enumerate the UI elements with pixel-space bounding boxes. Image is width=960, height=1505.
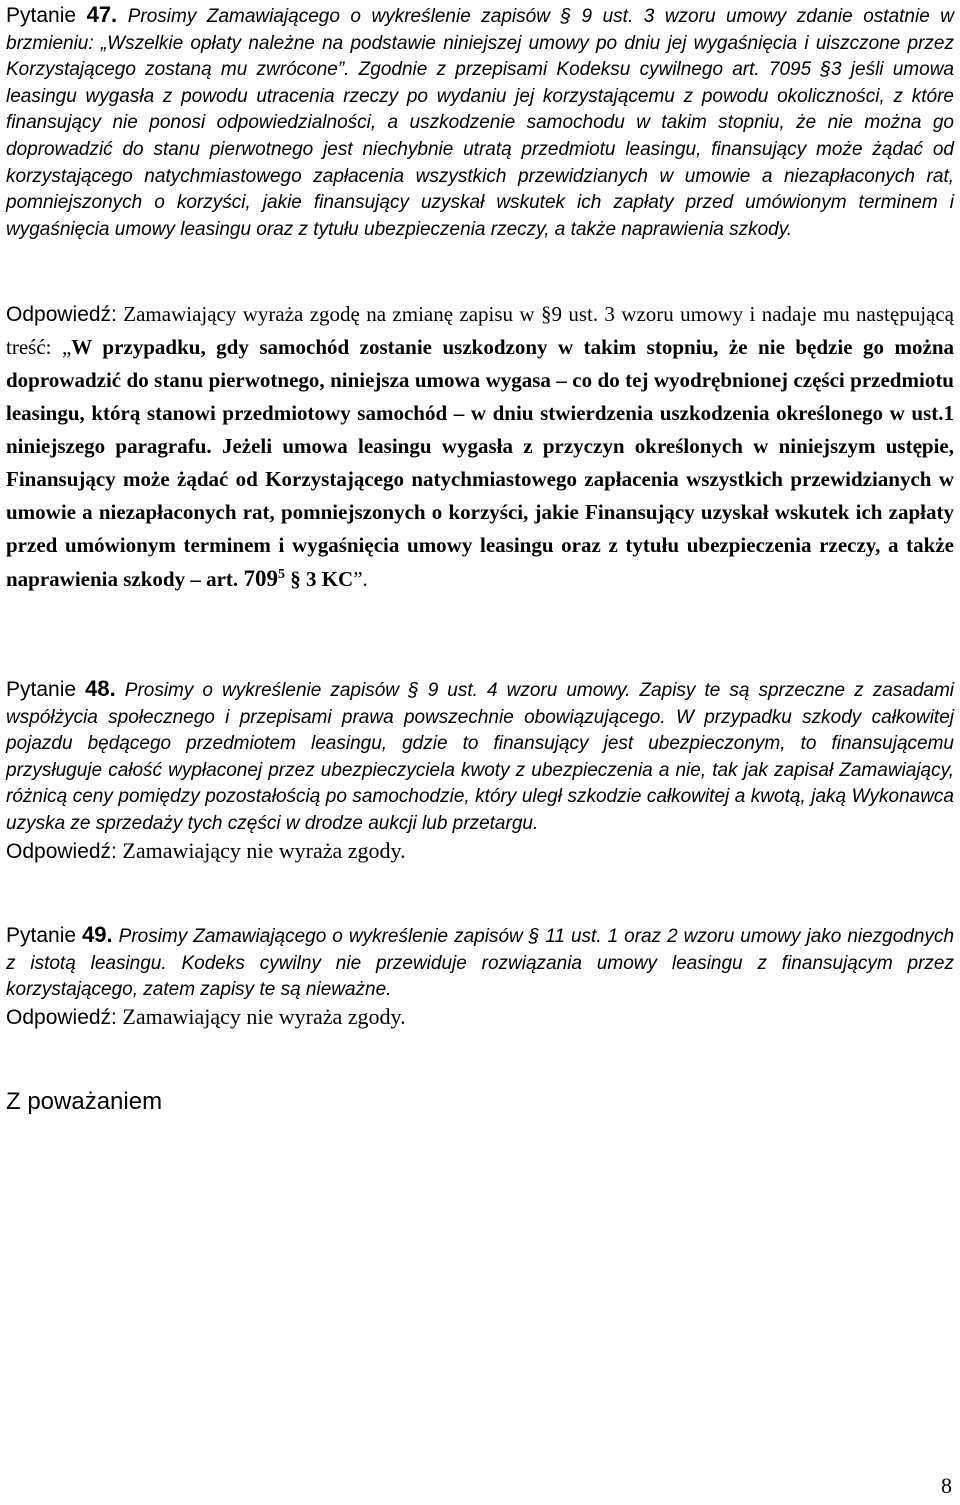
answer-text: Zamawiający nie wyraża zgody.	[122, 837, 406, 863]
answer-intro: Zamawiający wyraża zgodę na zmianę zapisu w §9 ust. 3 wzoru umowy i nadaje mu następującą treść: „	[6, 302, 955, 359]
answer-49	[6, 1004, 954, 1030]
question-number: 49.	[82, 922, 113, 947]
article-number: 709	[243, 566, 278, 591]
answer-label: Odpowiedź:	[6, 303, 117, 326]
question-text: Prosimy o wykreślenie zapisów § 9 ust. 4 wzoru umowy. Zapisy te są sprzeczne z zasadami współżycia społecznego i przepisami prawa powszechnie obowiązującego. W przypadku szkody całkowitej pojazdu będącego przedmiotem leasingu, gdzie to finansujący jest ubezpieczonym, to finansującemu przysługuje całość wypłaconej przez ubezpieczyciela kwoty z ubezpieczenia a nie, tak jak zapisał Zamawiający, różnicą ceny pomiędzy pozostałością po samochodzie, który uległ szkodzie całkowitej a kwotą, jaką Wykonawca uzyska ze sprzedaży tych części w drodze aukcji lub przetargu.	[6, 680, 955, 834]
question-48	[6, 676, 954, 864]
closing-quote: ”.	[353, 567, 368, 591]
question-49	[6, 922, 954, 1030]
article-tail: § 3 KC	[284, 567, 354, 591]
question-label: Pytanie	[6, 924, 77, 947]
answer-label: Odpowiedź:	[6, 839, 117, 863]
answer-text: Zamawiający nie wyraża zgody.	[122, 1003, 406, 1029]
question-text: Prosimy Zamawiającego o wykreślenie zapisów § 9 ust. 3 wzoru umowy zdanie ostatnie w brzmieniu: „Wszelkie opłaty należne na podstawie niniejszej umowy po dniu jej wygaśnięcia i uiszczone przez Korzystającego zostaną mu zwrócone”. Zgodnie z przepisami Kodeksu cywilnego art. 7095 §3 jeśli umowa leasingu wygasła z powodu utracenia rzeczy po wydaniu jej korzystającemu z powodu okoliczności, z które finansujący nie ponosi odpowiedzialności, a uszkodzenie samochodu w takim stopniu, że nie można go doprowadzić do stanu pierwotnego jest niechybnie utratą przedmiotu leasingu, finansujący może żądać od korzystającego natychmiastowego zapłacenia wszystkich przewidzianych w umowie a niezapłaconych rat, pomniejszonych o korzyści, jakie finansujący uzyskał wskutek ich zapłaty przed umówionym terminem i wygaśnięcia umowy leasingu oraz z tytułu ubezpieczenia rzeczy, a także naprawienia szkody.	[6, 6, 955, 240]
answer-47	[6, 298, 954, 596]
question-text: Prosimy Zamawiającego o wykreślenie zapisów § 11 ust. 1 oraz 2 wzoru umowy jako niezgodnych z istotą leasingu. Kodeks cywilny nie przewiduje rozwiązania umowy leasingu z finansującym przez korzystającego, zatem zapisy te są nieważne.	[6, 926, 955, 1001]
answer-label: Odpowiedź:	[6, 1005, 117, 1029]
question-label: Pytanie	[6, 4, 77, 27]
article-superscript: 5	[277, 567, 285, 582]
question-number: 48.	[85, 676, 116, 701]
answer-new-clause: W przypadku, gdy samochód zostanie uszkodzony w takim stopniu, że nie będzie go można doprowadzić do stanu pierwotnego, niniejsza umowa wygasa – co do tej wyodrębnionej części przedmiotu leasingu, którą stanowi przedmiotowy samochód – w dniu stwierdzenia uszkodzenia określonego w ust.1 niniejszego paragrafu. Jeżeli umowa leasingu wygasła z przyczyn określonych w niniejszym ustępie, Finansujący może żądać od Korzystającego natychmiastowego zapłacenia wszystkich przewidzianych w umowie a niezapłaconych rat, pomniejszonych o korzyści, jakie Finansujący uzyskał wskutek ich zapłaty przed umówionym terminem i wygaśnięcia umowy leasingu oraz z tytułu ubezpieczenia rzeczy, a także naprawienia szkody – art.	[6, 335, 954, 591]
closing-salutation: Z poważaniem	[6, 1088, 163, 1115]
question-47	[6, 2, 954, 243]
answer-48	[6, 838, 954, 864]
question-label: Pytanie	[6, 678, 77, 701]
page-number: 8	[941, 1473, 952, 1498]
question-number: 47.	[86, 2, 118, 27]
